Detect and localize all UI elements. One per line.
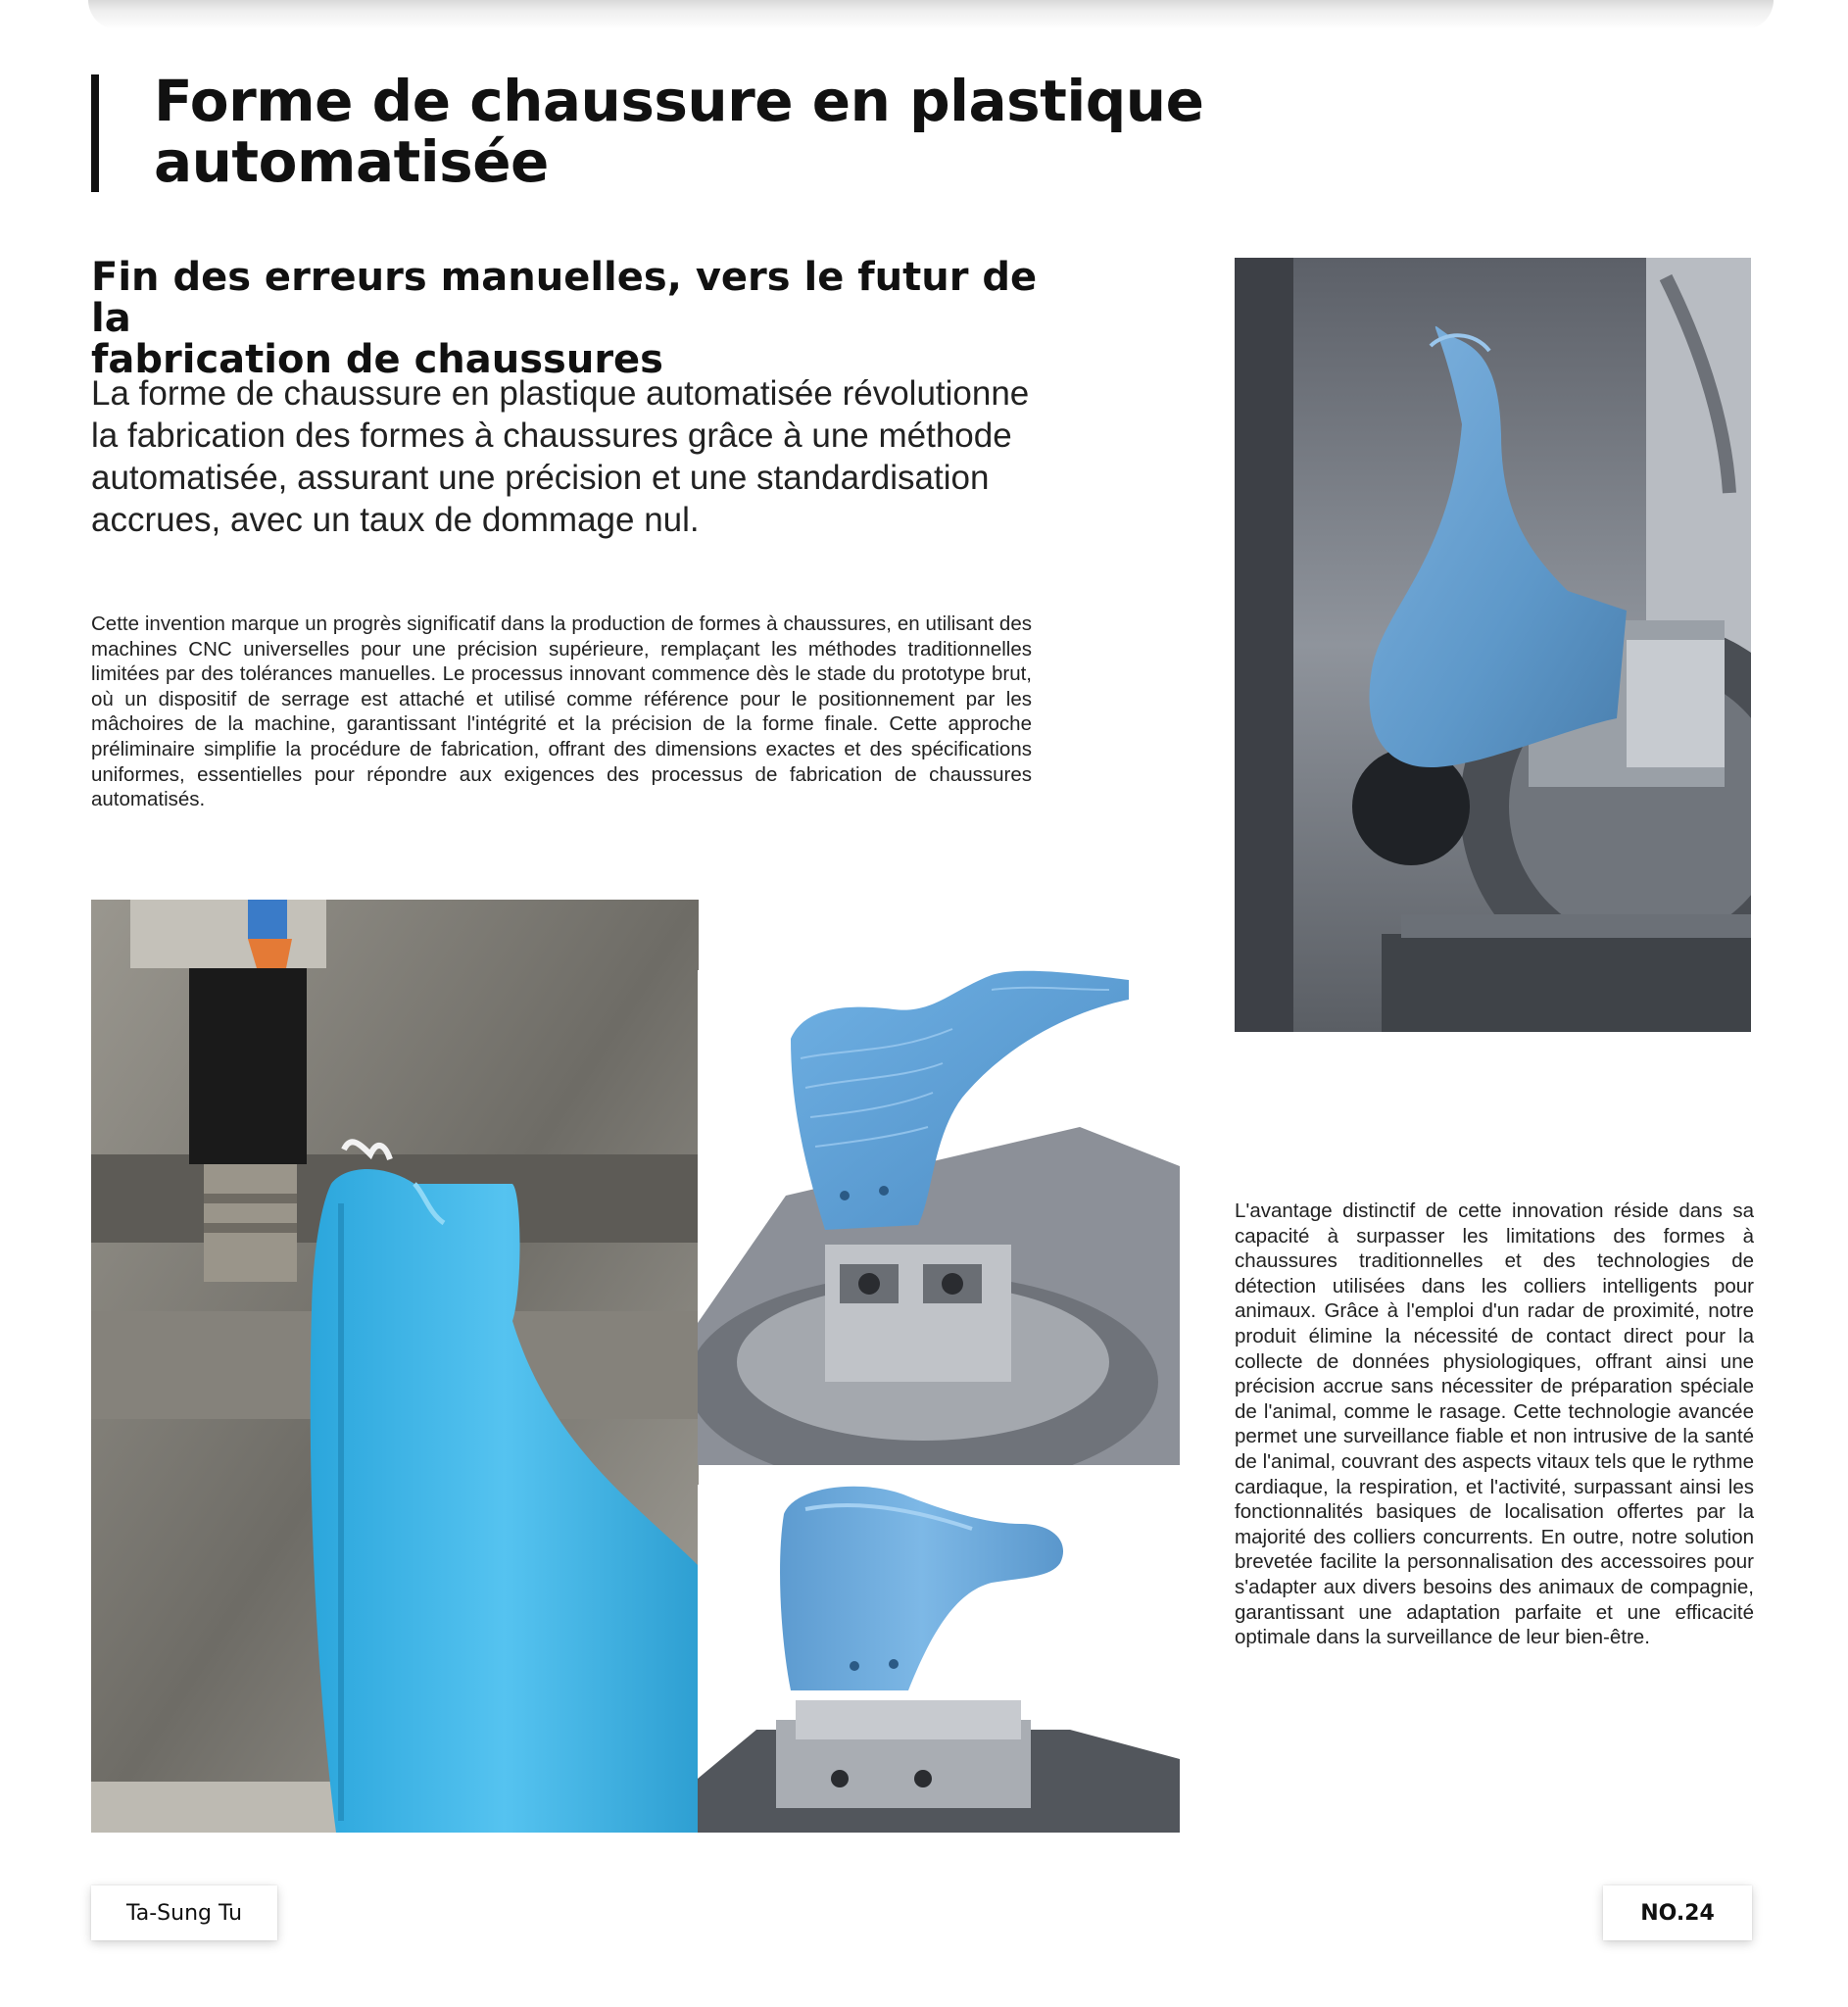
author-tag [91,1885,277,1940]
lead-paragraph: La forme de chaussure en plastique automatisée révolutionne la fabrication des formes à chaussures grâce à une méthode automatisée, assurant une précision et une standardisation accrues, avec un taux de dommage nul. [91,374,1030,539]
page-number: NO.24 [1640,1900,1715,1926]
milling-process-photo [91,900,699,1833]
section-subtitle-line2: fabrication de chaussures [91,337,663,382]
author-name: Ta-Sung Tu [125,1900,243,1926]
finished-shoe-last-photo [698,1485,1180,1833]
section-subtitle [91,257,1071,380]
title-accent-bar [91,74,99,192]
body-paragraph-2: L'avantage distinctif de cette innovation réside dans sa capacité à surpasser les limitations des formes à chaussures traditionnelles et des technologies de détection utilisées dans les colliers intelligents pour animaux. Grâce à l'emploi d'un radar de proximité, notre produit élimine la nécessité de contact direct pour la collecte de données physiologiques, offrant ainsi une précision accrue sans nécessiter de préparation spéciale de l'animal, comme le rasage. Cette technologie avancée permet une surveillance fiable et non intrusive de la santé de l'animal, couvrant des aspects vitaux tels que le rythme cardiaque, la respiration, et l'activité, surpassant ainsi les fonctionnalités basiques de localisation offertes par la majorité des colliers concurrents. En outre, notre solution brevetée facilite la personnalisation des accessoires pour s'adapter aux divers besoins des animaux de compagnie, garantissant une adaptation parfaite et une efficacité optimale dans la surveillance de leur bien-être. [1235,1199,1754,1649]
body-paragraph-1: Cette invention marque un progrès significatif dans la production de formes à chaussures, en utilisant des machines CNC universelles pour une précision supérieure, remplaçant les méthodes traditionnelles limitées par des tolérances manuelles. Le processus innovant commence dès le stade du prototype brut, où un dispositif de serrage est attaché et utilisé comme référence pour le positionnement par les mâchoires de la machine, garantissant l'intégrité et la précision de la forme finale. Cette approche préliminaire simplifie la procédure de fabrication, offrant des dimensions exactes et des spécifications uniformes, essentielles pour répondre aux exigences des processus de fabrication de chaussures automatisés. [91,612,1032,811]
top-shadow [88,0,1774,29]
page-title-line1: Forme de chaussure en plastique [154,68,1204,134]
section-subtitle-line1: Fin des erreurs manuelles, vers le futur de la [91,255,1038,341]
page-title-line2: automatisée [154,128,549,195]
page-title [154,68,1232,195]
page-number-tag [1603,1885,1752,1940]
raw-shoe-last-photo [698,970,1180,1465]
shoe-last-machine-photo [1235,258,1751,1032]
